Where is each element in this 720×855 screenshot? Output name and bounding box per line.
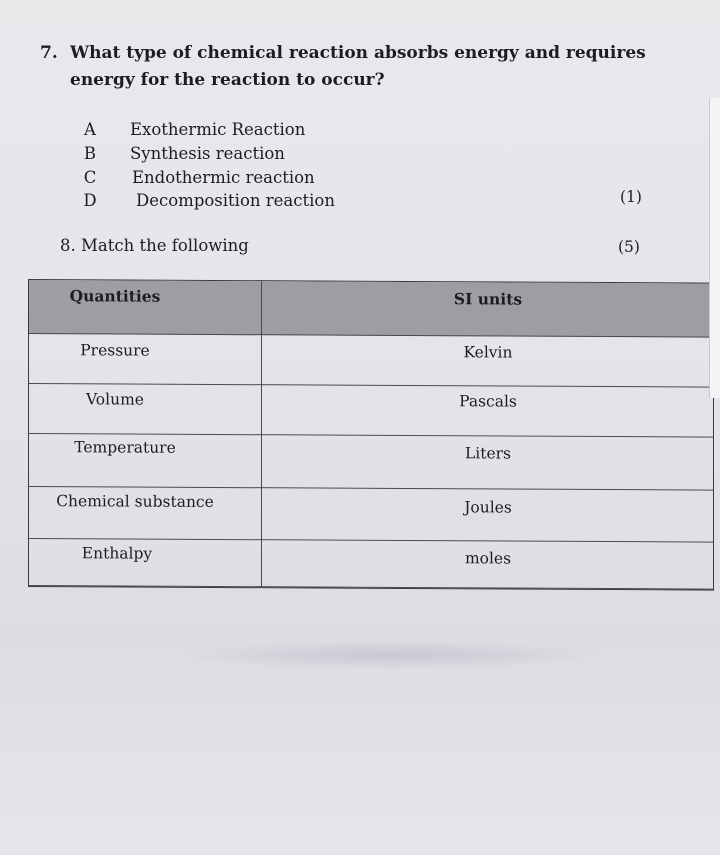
option-label: Endothermic reaction [132,168,315,187]
quantity-cell: Enthalpy [81,544,153,563]
question-7-number: 7. [40,43,58,63]
table-column-divider [261,281,262,587]
table-header-row [29,280,713,338]
quantity-cell: Pressure [80,341,150,360]
table-row [29,434,713,491]
option-label: Synthesis reaction [130,144,285,163]
question-8-marks: (5) [618,238,640,256]
quantity-cell: Chemical substance [56,492,214,511]
table-row [29,334,713,388]
header-quantities: Quantities [69,286,161,306]
question-8-text: 8. Match the following [60,236,249,255]
table-row [29,487,713,543]
question-7-marks: (1) [620,188,642,206]
table-row [29,384,713,438]
unit-cell: Kelvin [463,343,513,362]
match-table [28,279,714,591]
option-label: Exothermic Reaction [130,120,306,139]
header-si-units: SI units [453,289,523,309]
option-a [70,118,306,142]
unit-cell: Joules [464,498,512,517]
quantity-cell: Volume [86,390,144,409]
unit-cell: Liters [464,444,511,463]
option-letter: C [83,168,97,187]
option-label: Decomposition reaction [136,191,335,210]
question-7-text: What type of chemical reaction absorbs energy and requires energy for the reaction to occur? [70,43,646,90]
option-b [70,142,285,166]
paper-edge [709,98,720,398]
option-letter: B [83,144,97,163]
option-d [70,189,335,213]
option-c [70,166,315,190]
option-letter: A [84,120,96,139]
unit-cell: Pascals [459,392,517,411]
paper-shadow [180,640,600,670]
option-letter: D [83,191,97,210]
quantity-cell: Temperature [74,438,176,457]
unit-cell: moles [464,549,512,568]
table-row [29,539,713,590]
